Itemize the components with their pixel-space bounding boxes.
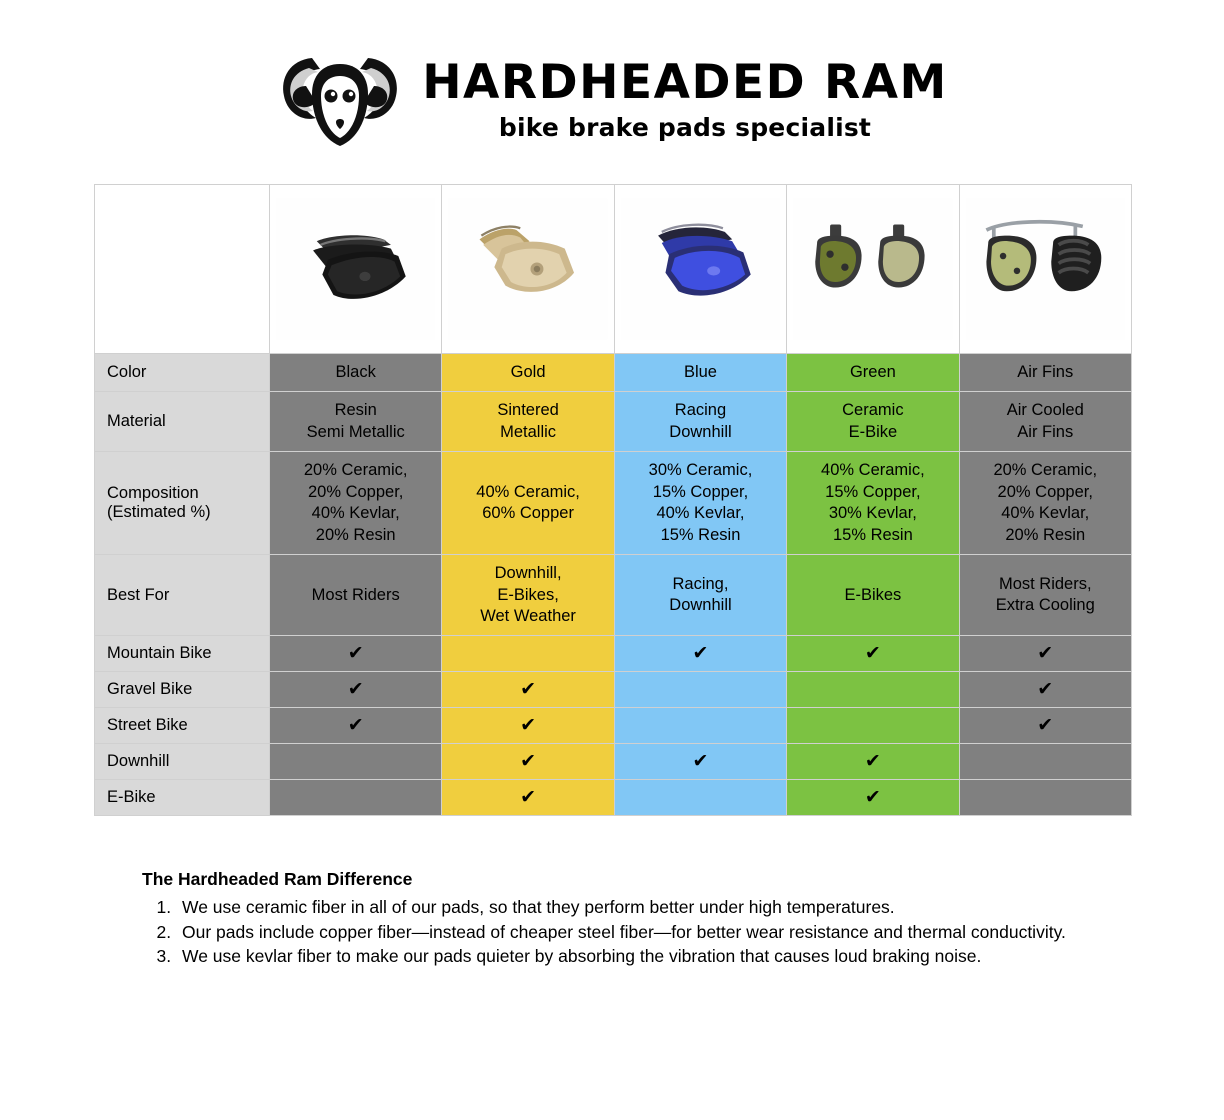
text-line: 40% Kevlar, bbox=[311, 504, 400, 523]
table-row-ebike bbox=[95, 780, 1132, 816]
text-line: Downhill bbox=[669, 596, 732, 615]
table-corner-cell bbox=[95, 185, 270, 354]
text-line: 20% Copper, bbox=[307, 482, 404, 501]
cell-composition-green bbox=[787, 452, 959, 555]
cell-composition-black bbox=[270, 452, 442, 555]
cell-mountain-bike-black: ✔ bbox=[270, 636, 442, 672]
text-line: Air Cooled bbox=[1006, 401, 1084, 420]
cell-downhill-blue: ✔ bbox=[614, 744, 786, 780]
table-row-gravel-bike bbox=[95, 672, 1132, 708]
text-line: Wet Weather bbox=[480, 606, 576, 625]
cell-downhill-air-fins bbox=[959, 744, 1131, 780]
text-line: 40% Ceramic, bbox=[821, 461, 925, 480]
text-line: 20% Copper, bbox=[997, 482, 1093, 501]
cell-ebike-gold: ✔ bbox=[442, 780, 614, 816]
text-line: 40% Ceramic, bbox=[476, 482, 580, 501]
row-label-downhill: Downhill bbox=[95, 744, 270, 780]
cell-street-bike-black: ✔ bbox=[270, 708, 442, 744]
text-line: Composition bbox=[107, 484, 199, 503]
cell-gravel-bike-black: ✔ bbox=[270, 672, 442, 708]
cell-best-for-gold bbox=[442, 555, 614, 636]
text-line: Downhill bbox=[669, 422, 732, 441]
cell-mountain-bike-gold bbox=[442, 636, 614, 672]
cell-color-blue: Blue bbox=[614, 354, 786, 392]
row-label-street-bike: Street Bike bbox=[95, 708, 270, 744]
cell-material-green bbox=[787, 392, 959, 452]
cell-color-black: Black bbox=[270, 354, 442, 392]
brake-pad-comparison-table bbox=[94, 184, 1132, 816]
cell-color-gold: Gold bbox=[442, 354, 614, 392]
text-line: Racing bbox=[674, 401, 727, 420]
text-line: Racing, bbox=[672, 574, 729, 593]
product-image-black bbox=[270, 185, 442, 354]
cell-composition-blue bbox=[614, 452, 786, 555]
comparison-table-wrapper bbox=[94, 184, 1131, 816]
text-line: 20% Resin bbox=[315, 525, 396, 544]
brand-tagline: bike brake pads specialist bbox=[498, 113, 872, 143]
cell-street-bike-green bbox=[787, 708, 959, 744]
text-line: Downhill, bbox=[494, 564, 562, 583]
cell-material-blue bbox=[614, 392, 786, 452]
ram-head-icon bbox=[276, 42, 404, 154]
cell-color-air-fins: Air Fins bbox=[959, 354, 1131, 392]
product-image-green bbox=[787, 185, 959, 354]
text-line: 15% Copper, bbox=[652, 482, 749, 501]
cell-street-bike-gold: ✔ bbox=[442, 708, 614, 744]
cell-gravel-bike-gold: ✔ bbox=[442, 672, 614, 708]
text-line: E-Bikes, bbox=[497, 585, 559, 604]
text-line: Most Riders, bbox=[998, 574, 1092, 593]
cell-composition-gold bbox=[442, 452, 614, 555]
table-row-downhill bbox=[95, 744, 1132, 780]
list-item: 2. Our pads include copper fiber—instead of cheaper steel fiber—for better wear resistance and thermal conductivity. bbox=[176, 921, 1092, 945]
text-line: 40% Kevlar, bbox=[1001, 504, 1090, 523]
row-label-mountain-bike: Mountain Bike bbox=[95, 636, 270, 672]
brand-wordmark bbox=[422, 54, 948, 143]
cell-ebike-blue bbox=[614, 780, 786, 816]
table-row-mountain-bike bbox=[95, 636, 1132, 672]
table-row-street-bike bbox=[95, 708, 1132, 744]
cell-best-for-air-fins bbox=[959, 555, 1131, 636]
product-image-air-fins bbox=[959, 185, 1131, 354]
cell-best-for-blue bbox=[614, 555, 786, 636]
cell-material-gold bbox=[442, 392, 614, 452]
text-line: Most Riders bbox=[311, 585, 400, 604]
notes-title: The Hardheaded Ram Difference bbox=[142, 869, 413, 890]
cell-downhill-gold: ✔ bbox=[442, 744, 614, 780]
list-item: 3. We use kevlar fiber to make our pads quieter by absorbing the vibration that causes loud braking noise. bbox=[176, 945, 1092, 969]
table-row-images bbox=[95, 185, 1132, 354]
table-row-best-for bbox=[95, 555, 1132, 636]
text-line: Air Fins bbox=[1017, 422, 1074, 441]
cell-gravel-bike-blue bbox=[614, 672, 786, 708]
cell-downhill-black bbox=[270, 744, 442, 780]
row-label-composition bbox=[95, 452, 270, 555]
text-line: 20% Resin bbox=[1005, 525, 1086, 544]
row-label-color: Color bbox=[95, 354, 270, 392]
difference-notes bbox=[142, 868, 1092, 969]
row-label-ebike: E-Bike bbox=[95, 780, 270, 816]
cell-ebike-black bbox=[270, 780, 442, 816]
text-line: Extra Cooling bbox=[995, 596, 1095, 615]
text-line: 30% Kevlar, bbox=[828, 504, 917, 523]
product-image-gold bbox=[442, 185, 614, 354]
cell-material-air-fins bbox=[959, 392, 1131, 452]
cell-mountain-bike-air-fins: ✔ bbox=[959, 636, 1131, 672]
table-row-material bbox=[95, 392, 1132, 452]
cell-street-bike-blue bbox=[614, 708, 786, 744]
cell-street-bike-air-fins: ✔ bbox=[959, 708, 1131, 744]
cell-downhill-green: ✔ bbox=[787, 744, 959, 780]
table-row-composition bbox=[95, 452, 1132, 555]
text-line: 40% Kevlar, bbox=[656, 504, 745, 523]
product-image-blue bbox=[614, 185, 786, 354]
row-label-best-for: Best For bbox=[95, 555, 270, 636]
cell-material-black bbox=[270, 392, 442, 452]
text-line: 30% Ceramic, bbox=[648, 461, 753, 480]
text-line: Semi Metallic bbox=[306, 422, 405, 441]
row-label-material: Material bbox=[95, 392, 270, 452]
text-line: 15% Copper, bbox=[825, 482, 921, 501]
cell-best-for-black bbox=[270, 555, 442, 636]
text-line: Resin bbox=[334, 401, 377, 420]
cell-best-for-green bbox=[787, 555, 959, 636]
table-row-color bbox=[95, 354, 1132, 392]
brand-name: HARDHEADED RAM bbox=[422, 54, 948, 110]
text-line: (Estimated %) bbox=[107, 503, 211, 522]
cell-color-green: Green bbox=[787, 354, 959, 392]
text-line: E-Bikes bbox=[844, 585, 902, 604]
text-line: 15% Resin bbox=[832, 525, 913, 544]
notes-list bbox=[142, 896, 1092, 969]
row-label-gravel-bike: Gravel Bike bbox=[95, 672, 270, 708]
text-line: E-Bike bbox=[848, 422, 898, 441]
cell-composition-air-fins bbox=[959, 452, 1131, 555]
brand-header bbox=[0, 0, 1224, 154]
cell-gravel-bike-air-fins: ✔ bbox=[959, 672, 1131, 708]
text-line: 15% Resin bbox=[660, 525, 741, 544]
text-line: 60% Copper bbox=[482, 504, 574, 523]
cell-gravel-bike-green bbox=[787, 672, 959, 708]
text-line: 20% Ceramic, bbox=[303, 461, 408, 480]
text-line: Ceramic bbox=[842, 401, 904, 420]
list-item: 1. We use ceramic fiber in all of our pads, so that they perform better under high temperatures. bbox=[176, 896, 1092, 920]
cell-ebike-green: ✔ bbox=[787, 780, 959, 816]
cell-mountain-bike-blue: ✔ bbox=[614, 636, 786, 672]
text-line: 20% Ceramic, bbox=[993, 461, 1098, 480]
text-line: Sintered bbox=[497, 401, 559, 420]
text-line: Metallic bbox=[500, 422, 557, 441]
cell-mountain-bike-green: ✔ bbox=[787, 636, 959, 672]
cell-ebike-air-fins bbox=[959, 780, 1131, 816]
